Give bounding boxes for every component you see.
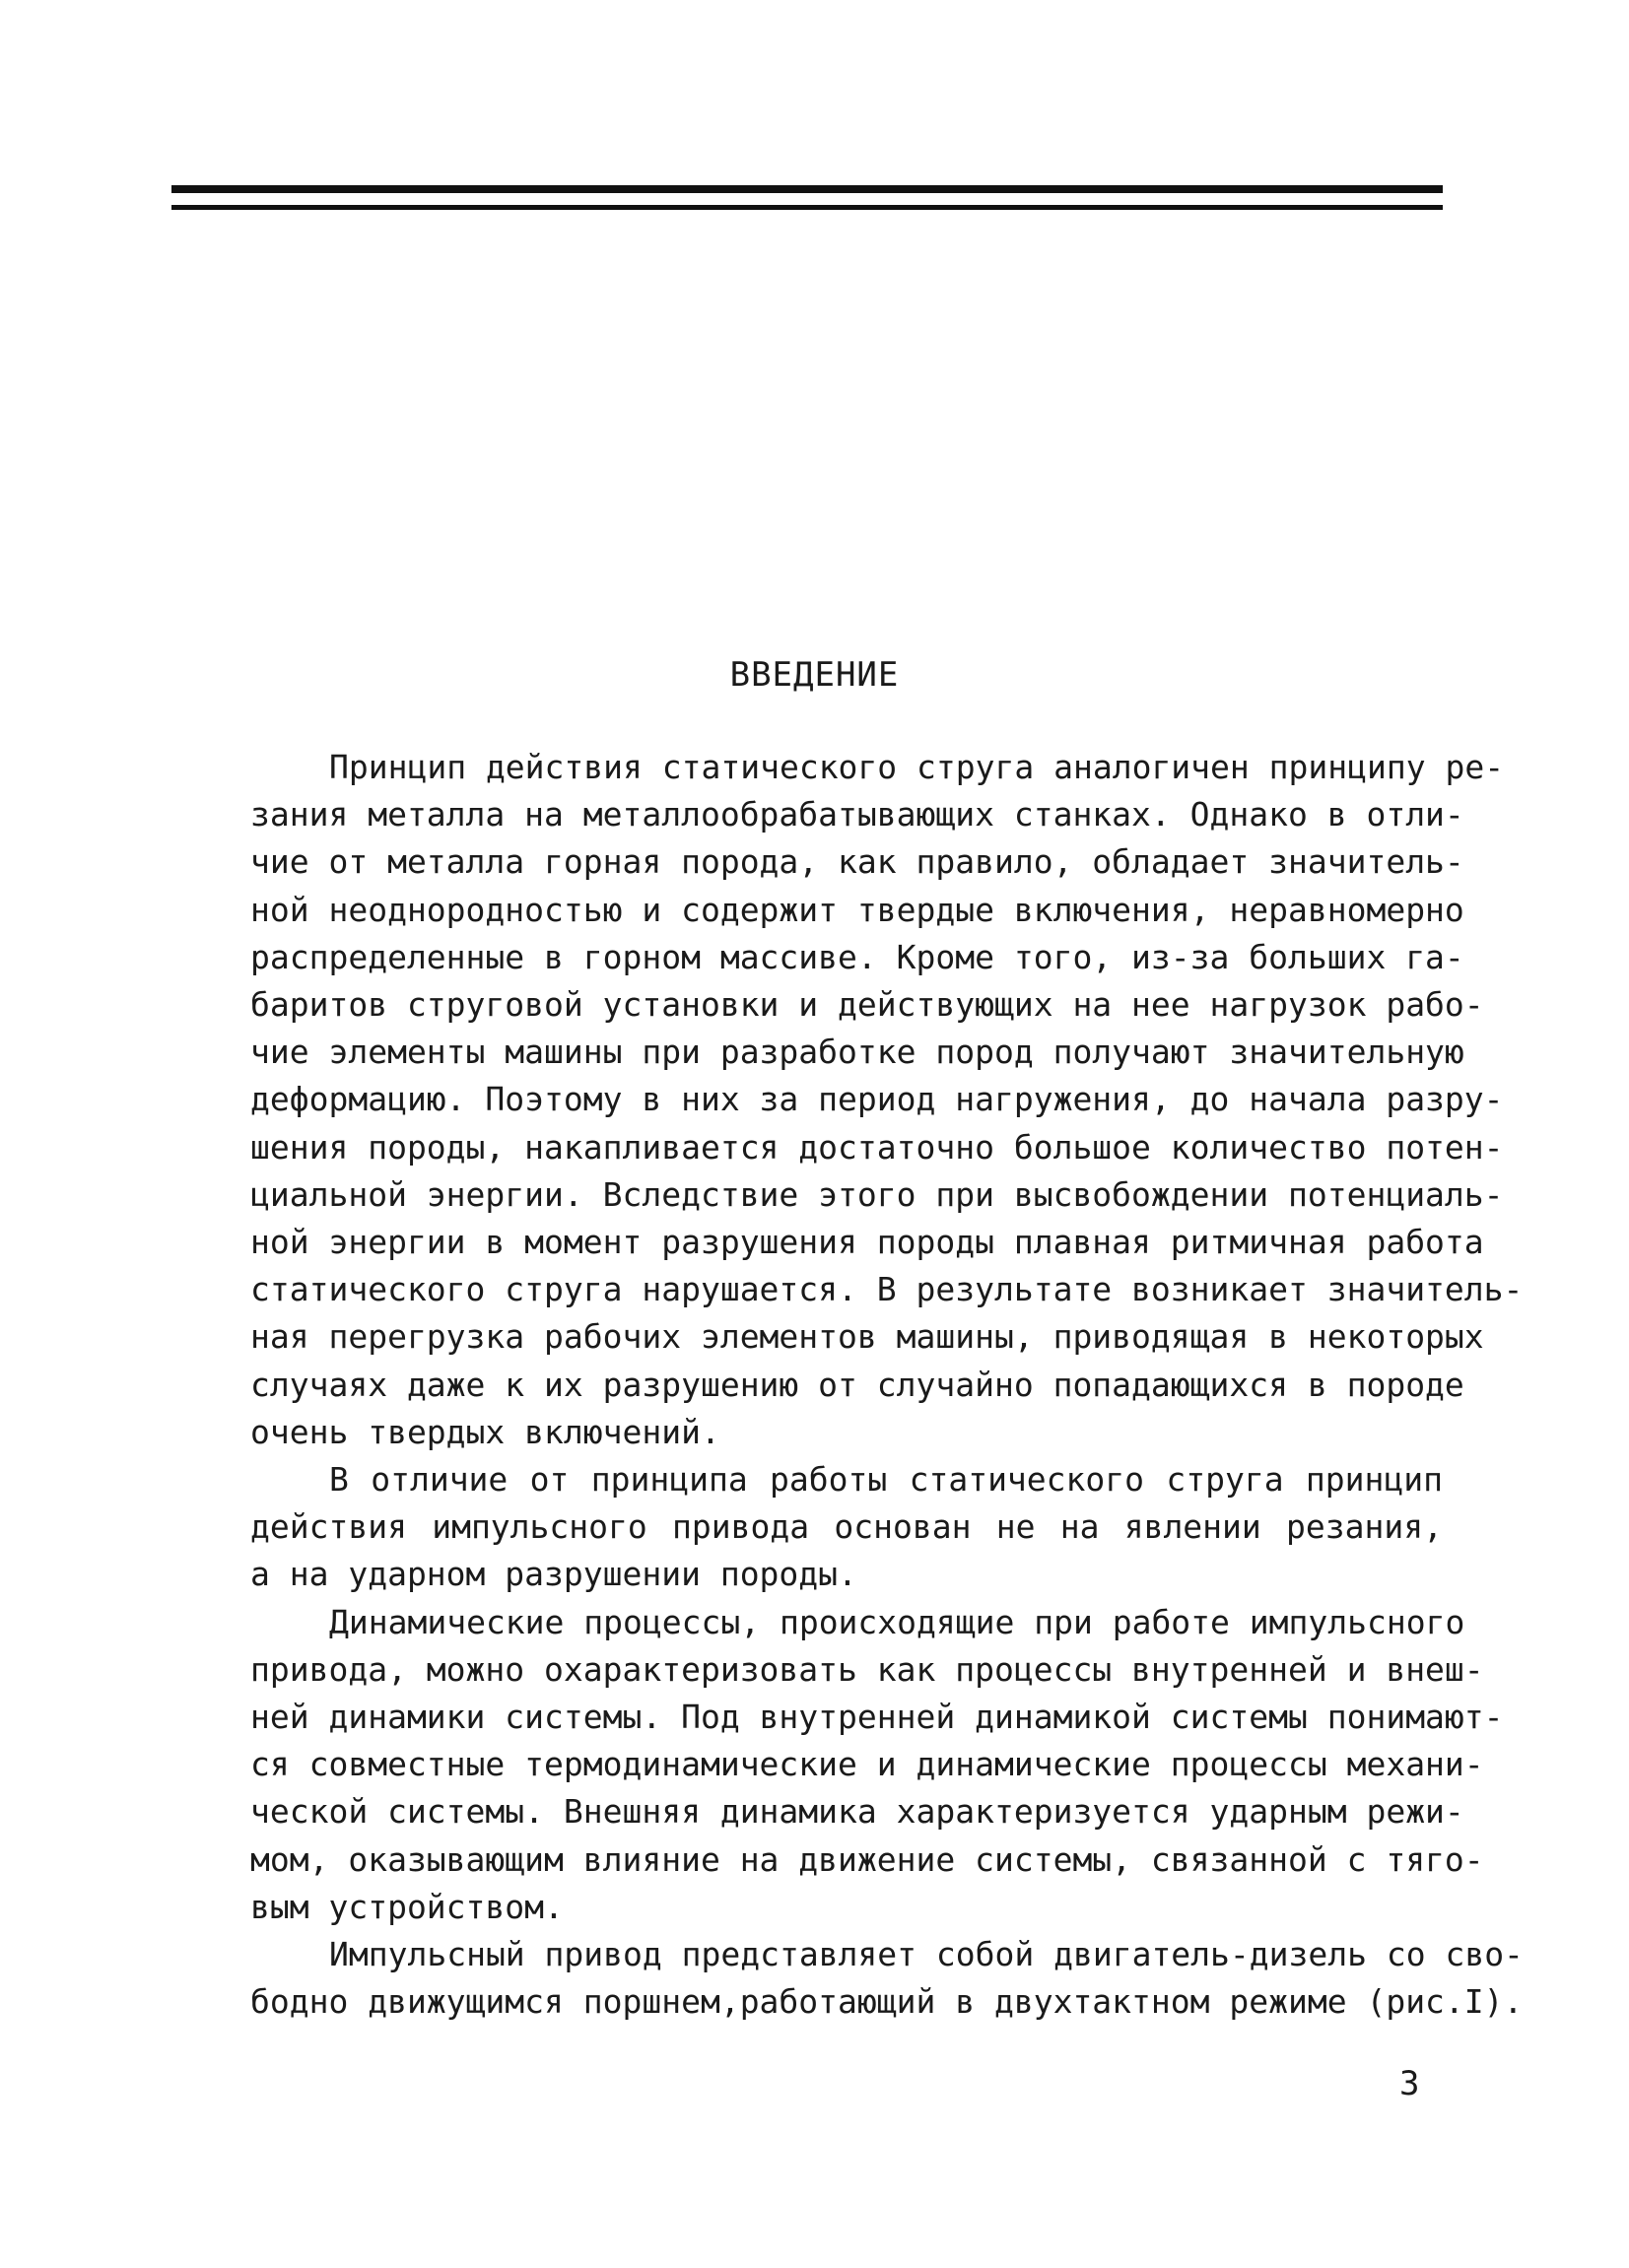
text-line: Принцип действия статического струга аналогичен принципу ре- — [329, 748, 1505, 786]
paragraph-2 — [171, 1456, 1443, 1599]
text-line: действия импульсного привода основан не на явлении резания, — [250, 1507, 1443, 1547]
text-line: Динамические процессы, происходящие при работе импульсного — [329, 1602, 1465, 1641]
text-line: ческой системы. Внешняя динамика характеризуется ударным режи- — [250, 1792, 1464, 1832]
text-line: мом, оказывающим влияние на движение системы, связанной с тяго- — [250, 1839, 1484, 1879]
page-number: 3 — [1399, 2064, 1420, 2103]
text-line: ной энергии в момент разрушения породы плавная ритмичная работа — [250, 1223, 1484, 1262]
text-line: Импульсный привод представляет собой двигатель-дизель со сво- — [329, 1935, 1524, 1974]
text-line: баритов струговой установки и действующих на нее нагрузок рабо- — [250, 985, 1484, 1025]
text-line: распределенные в горном массиве. Кроме того, из-за больших га- — [250, 937, 1464, 976]
text-line: привода, можно охарактеризовать как процессы внутренней и внеш- — [250, 1649, 1484, 1689]
header-rule-thick — [171, 185, 1443, 193]
text-line: циальной энергии. Вследствие этого при высвобождении потенциаль- — [250, 1174, 1504, 1214]
text-line: ней динамики системы. Под внутренней динамикой системы понимают- — [250, 1698, 1504, 1737]
text-line: статического струга нарушается. В результате возникает значитель- — [250, 1270, 1524, 1309]
paragraph-1 — [171, 744, 1524, 1456]
section-heading: ВВЕДЕНИЕ — [729, 655, 900, 695]
text-line: ной неоднородностью и содержит твердые включения, неравномерно — [250, 890, 1464, 929]
text-line: очень твердых включений. — [250, 1412, 720, 1451]
text-line: ная перегрузка рабочих элементов машины, приводящая в некоторых — [250, 1317, 1484, 1357]
text-line: а на ударном разрушении породы. — [250, 1555, 857, 1594]
header-rule-thin — [171, 205, 1443, 210]
text-line: чие от металла горная порода, как правило, обладает значитель- — [250, 842, 1464, 882]
text-line: ся совместные термодинамические и динамические процессы механи- — [250, 1745, 1484, 1784]
paragraph-3 — [171, 1599, 1504, 1931]
paragraph-4 — [171, 1931, 1524, 2026]
text-line: зания металла на металлообрабатывающих станках. Однако в отли- — [250, 795, 1464, 834]
text-line: шения породы, накапливается достаточно большое количество потен- — [250, 1127, 1504, 1167]
text-line: деформацию. Поэтому в них за период нагружения, до начала разру- — [250, 1080, 1504, 1119]
text-line: вым устройством. — [250, 1887, 564, 1926]
text-line: бодно движущимся поршнем,работающий в двухтактном режиме (рис.I). — [250, 1982, 1524, 2022]
body-text — [171, 744, 1524, 2026]
text-line: чие элементы машины при разработке пород получают значительную — [250, 1033, 1464, 1072]
text-line: случаях даже к их разрушению от случайно попадающихся в породе — [250, 1365, 1464, 1404]
text-line: В отличие от принципа работы статического струга принцип — [329, 1460, 1443, 1500]
